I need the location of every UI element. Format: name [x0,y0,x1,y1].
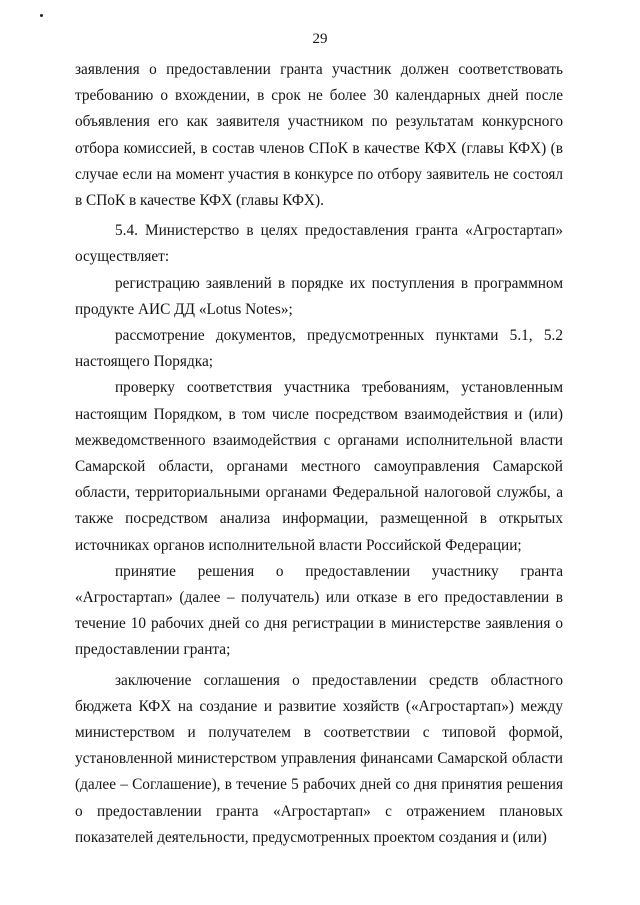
paragraph-5-4: 5.4. Министерство в целях предоставления гранта «Агростартап» осуществляет: [75,222,563,266]
paragraph-continuation: заявления о предоставлении гранта участник должен соответствовать требованию о вхождении, в срок не более 30 календарных дней после объявления его как заявителя участником по результатам конкурсного отбора комиссией, в состав членов СПоК в качестве КФХ (главы КФХ) (в случае если на момент участия в конкурсе по отбору заявитель не состоял в СПоК в качестве КФХ (главы КФХ). [75,61,563,210]
paragraph-verification: проверку соответствия участника требованиям, установленным настоящим Порядком, в том числе посредством взаимодействия и (или) межведомственного взаимодействия с органами исполнительной власти Самарской области, органами местного самоуправления Самарской области, территориальными органами Федеральной налоговой службы, а также посредством анализа информации, размещенной в открытых источниках органов исполнительной власти Российской Федерации; [75,379,563,554]
paragraph-decision: принятие решения о предоставлении участнику гранта «Агростартап» (далее – получатель) или отказе в его предоставлении в течение 10 рабочих дней со дня регистрации в министерстве заявления о предоставлении гранта; [75,562,563,659]
paragraph-registration: регистрацию заявлений в порядке их поступления в программном продукте АИС ДД «Lotus Notes»; [75,274,563,318]
page-number: 29 [312,31,328,47]
paragraph-agreement: заключение соглашения о предоставлении средств областного бюджета КФХ на создание и развитие хозяйств («Агростартап») между министерством и получателем в соответствии с типовой формой, установленной министерством управления финансами Самарской области (далее – Соглашение), в течение 5 рабочих дней со дня принятия решения о предоставлении гранта «Агростартап» с отражением плановых показателей деятельности, предусмотренных проектом создания и (или) [75,671,563,846]
body-text [75,57,563,851]
paragraph-review: рассмотрение документов, предусмотренных пунктами 5.1, 5.2 настоящего Порядка; [75,327,563,371]
scan-mark [40,14,43,17]
